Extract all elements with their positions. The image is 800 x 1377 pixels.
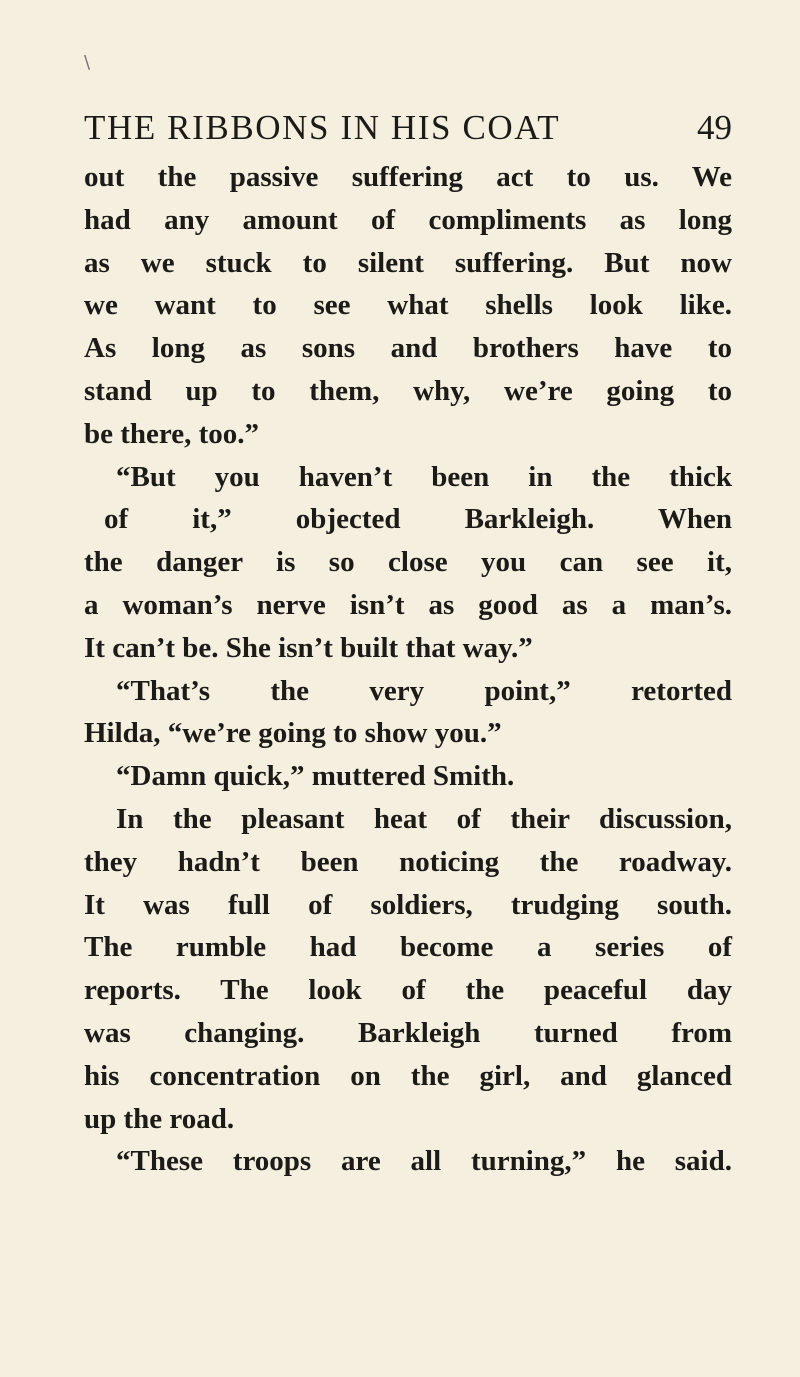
text-line: In the pleasant heat of their discussion, <box>116 802 732 835</box>
text-line: It was full of soldiers, trudging south. <box>84 888 732 921</box>
text-line: “These troops are all turning,” he said. <box>116 1145 732 1178</box>
text-line: they hadn’t been noticing the roadway. <box>84 845 732 878</box>
text-line: was changing. Barkleigh turned from <box>84 1016 732 1049</box>
running-head-title: THE RIBBONS IN HIS COAT <box>84 108 561 147</box>
text-line: The rumble had become a series of <box>84 931 732 964</box>
text-line: As long as sons and brothers have to <box>84 332 732 365</box>
text-line: had any amount of compliments as long <box>84 203 732 236</box>
text-line: the danger is so close you can see it, <box>84 546 732 579</box>
text-line: his concentration on the girl, and glanced <box>84 1059 732 1092</box>
text-line: up the road. <box>84 1102 235 1135</box>
text-line: a woman’s nerve isn’t as good as a man’s. <box>84 588 732 621</box>
text-line: “Damn quick,” muttered Smith. <box>116 760 515 793</box>
text-line: we want to see what shells look like. <box>84 289 732 322</box>
text-line: Hilda, “we’re going to show you.” <box>84 717 502 750</box>
text-line: as we stuck to silent suffering. But now <box>84 246 732 279</box>
text-line: reports. The look of the peaceful day <box>84 974 732 1007</box>
body-text <box>84 156 732 1183</box>
running-head <box>84 108 732 148</box>
text-line: be there, too.” <box>84 417 260 450</box>
text-line: of it,” objected Barkleigh. When <box>104 503 732 536</box>
text-line: “That’s the very point,” retorted <box>116 674 732 707</box>
text-line: out the passive suffering act to us. We <box>84 161 732 193</box>
corner-mark: \ <box>84 52 91 73</box>
text-line: It can’t be. She isn’t built that way.” <box>84 631 533 664</box>
page-number: 49 <box>697 108 732 147</box>
text-line: “But you haven’t been in the thick <box>116 460 732 493</box>
text-line: stand up to them, why, we’re going to <box>84 374 732 407</box>
